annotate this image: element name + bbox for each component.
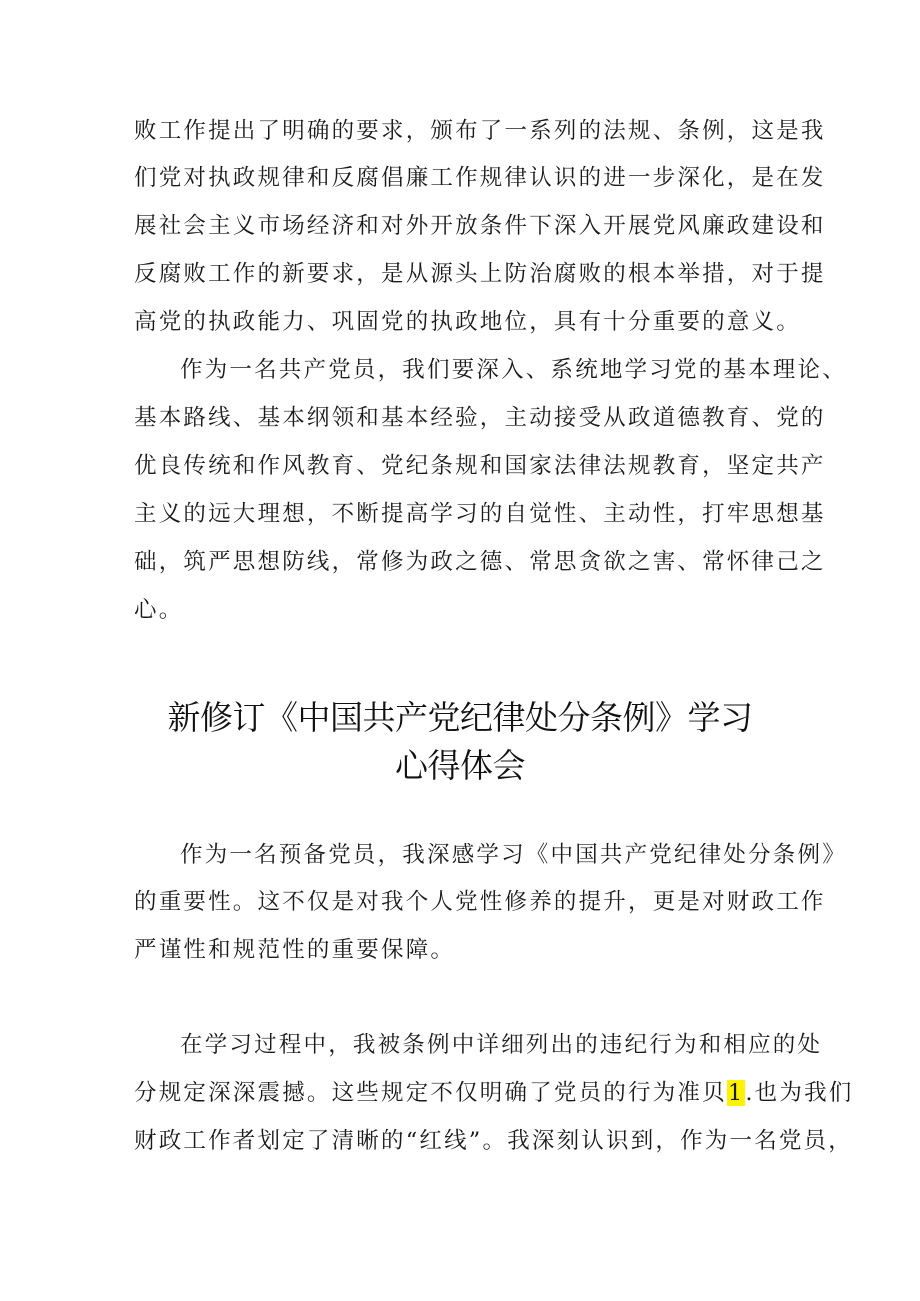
text-line: 败工作提出了明确的要求，颁布了一系列的法规、条例，这是我 xyxy=(134,118,826,144)
text-line: 基本路线、基本纲领和基本经验，主动接受从政道德教育、党的 xyxy=(134,405,826,431)
text-line: 反腐败工作的新要求，是从源头上防治腐败的根本举措，对于提 xyxy=(134,261,826,287)
text-line: 优良传统和作风教育、党纪条规和国家法律法规教育，坚定共产 xyxy=(134,453,826,479)
title-line-1: 新修订《中国共产党纪律处分条例》学习 xyxy=(167,698,753,737)
text-line: 展社会主义市场经济和对外开放条件下深入开展党风廉政建设和 xyxy=(134,213,826,239)
text-segment: 分规定深深震撼。这些规定不仅明确了党员的行为准贝 xyxy=(134,1080,727,1106)
text-line: 在学习过程中，我被条例中详细列出的违纪行为和相应的处 xyxy=(180,1032,823,1058)
text-line: 础，筑严思想防线，常修为政之德、常思贪欲之害、常怀律己之 xyxy=(134,549,826,575)
title-line-2: 心得体会 xyxy=(395,746,525,785)
text-line: 的重要性。这不仅是对我个人党性修养的提升，更是对财政工作 xyxy=(134,889,826,915)
text-line: 高党的执政能力、巩固党的执政地位，具有十分重要的意义。 xyxy=(134,309,801,335)
text-line: 们党对执政规律和反腐倡廉工作规律认识的进一步深化，是在发 xyxy=(134,165,826,191)
text-segment: .也为我们 xyxy=(745,1080,854,1106)
text-line: 作为一名预备党员，我深感学习《中国共产党纪律处分条例》 xyxy=(180,842,847,868)
text-line: 作为一名共产党员，我们要深入、系统地学习党的基本理论、 xyxy=(180,357,847,383)
text-line xyxy=(134,1078,853,1108)
highlight-mark: 1 xyxy=(727,1080,745,1106)
text-line: 财政工作者划定了清晰的“红线”。我深刻认识到，作为一名党员， xyxy=(134,1128,854,1154)
text-line: 严谨性和规范性的重要保障。 xyxy=(134,937,456,963)
text-line: 心。 xyxy=(134,597,184,623)
text-line: 主义的远大理想，不断提高学习的自觉性、主动性，打牢思想基 xyxy=(134,501,826,527)
